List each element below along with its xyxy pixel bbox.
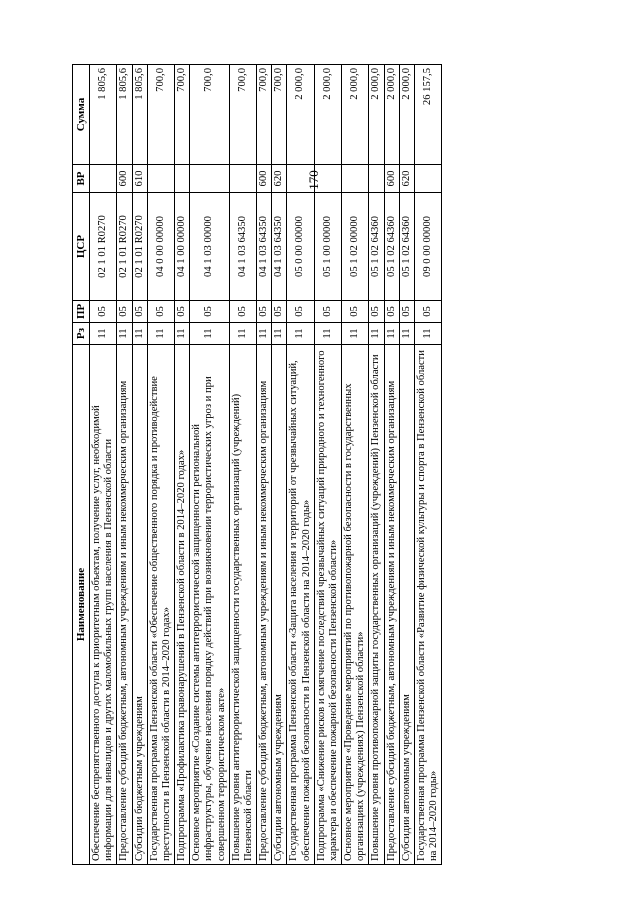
table-row (287, 65, 314, 865)
cell-name: Основное мероприятие «Создание системы антитеррористической защищенности региональной инфраструктуры, обучение населения порядку действий при возникновении террористических угроз и при совершенном террористическом акте» (190, 345, 230, 865)
cell-vr (190, 165, 230, 193)
table-row (314, 65, 341, 865)
cell-rz: 11 (175, 323, 190, 345)
cell-sum: 700,0 (190, 65, 230, 165)
cell-pr: 05 (190, 301, 230, 323)
cell-csr: 04 1 00 00000 (175, 193, 190, 301)
cell-pr: 05 (287, 301, 314, 323)
cell-rz: 11 (399, 323, 414, 345)
cell-name: Подпрограмма «Профилактика правонарушений в Пензенской области в 2014–2020 годах» (175, 345, 190, 865)
cell-pr: 05 (257, 301, 272, 323)
cell-rz: 11 (257, 323, 272, 345)
cell-name: Повышение уровня антитеррористической защищенности государственных организаций (учреждений) Пензенской области (229, 345, 256, 865)
table-row (147, 65, 174, 865)
cell-pr: 05 (147, 301, 174, 323)
cell-rz: 11 (369, 323, 384, 345)
table-row (132, 65, 147, 865)
cell-sum: 1 805,6 (117, 65, 132, 165)
cell-name: Предоставление субсидий бюджетным, автономным учреждениям и иным некоммерческим организациям (257, 345, 272, 865)
cell-sum: 700,0 (175, 65, 190, 165)
table-body (90, 65, 442, 865)
cell-csr: 05 0 00 00000 (287, 193, 314, 301)
cell-csr: 05 1 00 00000 (314, 193, 341, 301)
cell-vr (314, 165, 341, 193)
cell-csr: 04 0 00 00000 (147, 193, 174, 301)
cell-vr (147, 165, 174, 193)
cell-sum: 700,0 (257, 65, 272, 165)
table-row (384, 65, 399, 865)
cell-vr: 600 (117, 165, 132, 193)
cell-pr: 05 (90, 301, 117, 323)
cell-vr (414, 165, 441, 193)
cell-vr (369, 165, 384, 193)
cell-name: Основное мероприятие «Проведение мероприятий по противопожарной безопасности в государственных организациях (учреждениях) Пензенской области» (342, 345, 369, 865)
cell-csr: 02 1 01 R0270 (132, 193, 147, 301)
cell-sum: 2 000,0 (384, 65, 399, 165)
cell-vr (287, 165, 314, 193)
rotated-table-container (72, 65, 568, 865)
cell-pr: 05 (117, 301, 132, 323)
cell-name: Государственная программа Пензенской области «Обеспечение общественного порядка и противодействие преступности в Пензенской области в 2014–2020 годах» (147, 345, 174, 865)
cell-csr: 02 1 01 R0270 (117, 193, 132, 301)
cell-sum: 2 000,0 (342, 65, 369, 165)
cell-csr: 04 1 03 64350 (272, 193, 287, 301)
cell-sum: 700,0 (229, 65, 256, 165)
cell-sum: 2 000,0 (399, 65, 414, 165)
header-name: Наименование (73, 345, 90, 865)
table-header-row (73, 65, 90, 865)
cell-pr: 05 (132, 301, 147, 323)
table-row (414, 65, 441, 865)
cell-rz: 11 (229, 323, 256, 345)
header-rz: Рз (73, 323, 90, 345)
table-row (175, 65, 190, 865)
header-pr: ПР (73, 301, 90, 323)
cell-sum: 2 000,0 (314, 65, 341, 165)
cell-pr: 05 (342, 301, 369, 323)
cell-csr: 05 1 02 64360 (384, 193, 399, 301)
cell-rz: 11 (272, 323, 287, 345)
cell-pr: 05 (314, 301, 341, 323)
cell-rz: 11 (314, 323, 341, 345)
cell-rz: 11 (117, 323, 132, 345)
cell-sum: 2 000,0 (287, 65, 314, 165)
cell-name: Обеспечение беспрепятственного доступа к приоритетным объектам, получение услуг, необходимой информации для инвалидов и других маломобильных групп населения в Пензенской области (90, 345, 117, 865)
cell-vr (90, 165, 117, 193)
cell-rz: 11 (90, 323, 117, 345)
header-vr: ВР (73, 165, 90, 193)
cell-csr: 05 1 02 00000 (342, 193, 369, 301)
cell-pr: 05 (272, 301, 287, 323)
cell-csr: 09 0 00 00000 (414, 193, 441, 301)
header-csr: ЦСР (73, 193, 90, 301)
cell-sum: 2 000,0 (369, 65, 384, 165)
cell-vr: 600 (384, 165, 399, 193)
page-number: 170 (305, 170, 321, 190)
cell-rz: 11 (147, 323, 174, 345)
cell-csr: 05 1 02 64360 (369, 193, 384, 301)
table-row (90, 65, 117, 865)
cell-rz: 11 (342, 323, 369, 345)
cell-name: Государственная программа Пензенской области «Защита населения и территорий от чрезвычайных ситуаций, обеспечение пожарной безопасности в Пензенской области на 2014–2020 годы» (287, 345, 314, 865)
cell-sum: 700,0 (147, 65, 174, 165)
table-row (190, 65, 230, 865)
cell-name: Подпрограмма «Снижение рисков и смягчение последствий чрезвычайных ситуаций природного и техногенного характера и обеспечение пожарной безопасности Пензенской области» (314, 345, 341, 865)
table-row (257, 65, 272, 865)
cell-sum: 1 805,6 (90, 65, 117, 165)
table-row (229, 65, 256, 865)
cell-vr (175, 165, 190, 193)
cell-rz: 11 (190, 323, 230, 345)
header-sum: Сумма (73, 65, 90, 165)
cell-pr: 05 (384, 301, 399, 323)
cell-name: Предоставление субсидий бюджетным, автономным учреждениям и иным некоммерческим организациям (117, 345, 132, 865)
cell-pr: 05 (369, 301, 384, 323)
cell-csr: 02 1 01 R0270 (90, 193, 117, 301)
cell-vr (342, 165, 369, 193)
cell-name: Предоставление субсидий бюджетным, автономным учреждениям и иным некоммерческим организациям (384, 345, 399, 865)
cell-vr: 610 (132, 165, 147, 193)
cell-pr: 05 (229, 301, 256, 323)
cell-vr: 620 (272, 165, 287, 193)
cell-sum: 1 805,6 (132, 65, 147, 165)
cell-rz: 11 (384, 323, 399, 345)
table-row (342, 65, 369, 865)
cell-name: Повышение уровня противопожарной защиты государственных организаций (учреждений) Пензенской области (369, 345, 384, 865)
cell-pr: 05 (175, 301, 190, 323)
table-row (399, 65, 414, 865)
cell-name: Субсидии автономным учреждениям (272, 345, 287, 865)
cell-sum: 700,0 (272, 65, 287, 165)
cell-rz: 11 (287, 323, 314, 345)
table-row (272, 65, 287, 865)
cell-name: Государственная программа Пензенской области «Развитие физической культуры и спорта в Пензенской области на 2014–2020 годы» (414, 345, 441, 865)
budget-table (72, 64, 442, 865)
cell-name: Субсидии автономным учреждениям (399, 345, 414, 865)
cell-rz: 11 (132, 323, 147, 345)
table-row (117, 65, 132, 865)
cell-csr: 05 1 02 64360 (399, 193, 414, 301)
cell-csr: 04 1 03 64350 (229, 193, 256, 301)
table-row (369, 65, 384, 865)
cell-sum: 26 157,5 (414, 65, 441, 165)
cell-csr: 04 1 03 64350 (257, 193, 272, 301)
cell-pr: 05 (414, 301, 441, 323)
cell-vr: 600 (257, 165, 272, 193)
cell-csr: 04 1 03 00000 (190, 193, 230, 301)
cell-vr: 620 (399, 165, 414, 193)
cell-vr (229, 165, 256, 193)
cell-rz: 11 (414, 323, 441, 345)
cell-pr: 05 (399, 301, 414, 323)
cell-name: Субсидии бюджетным учреждениям (132, 345, 147, 865)
